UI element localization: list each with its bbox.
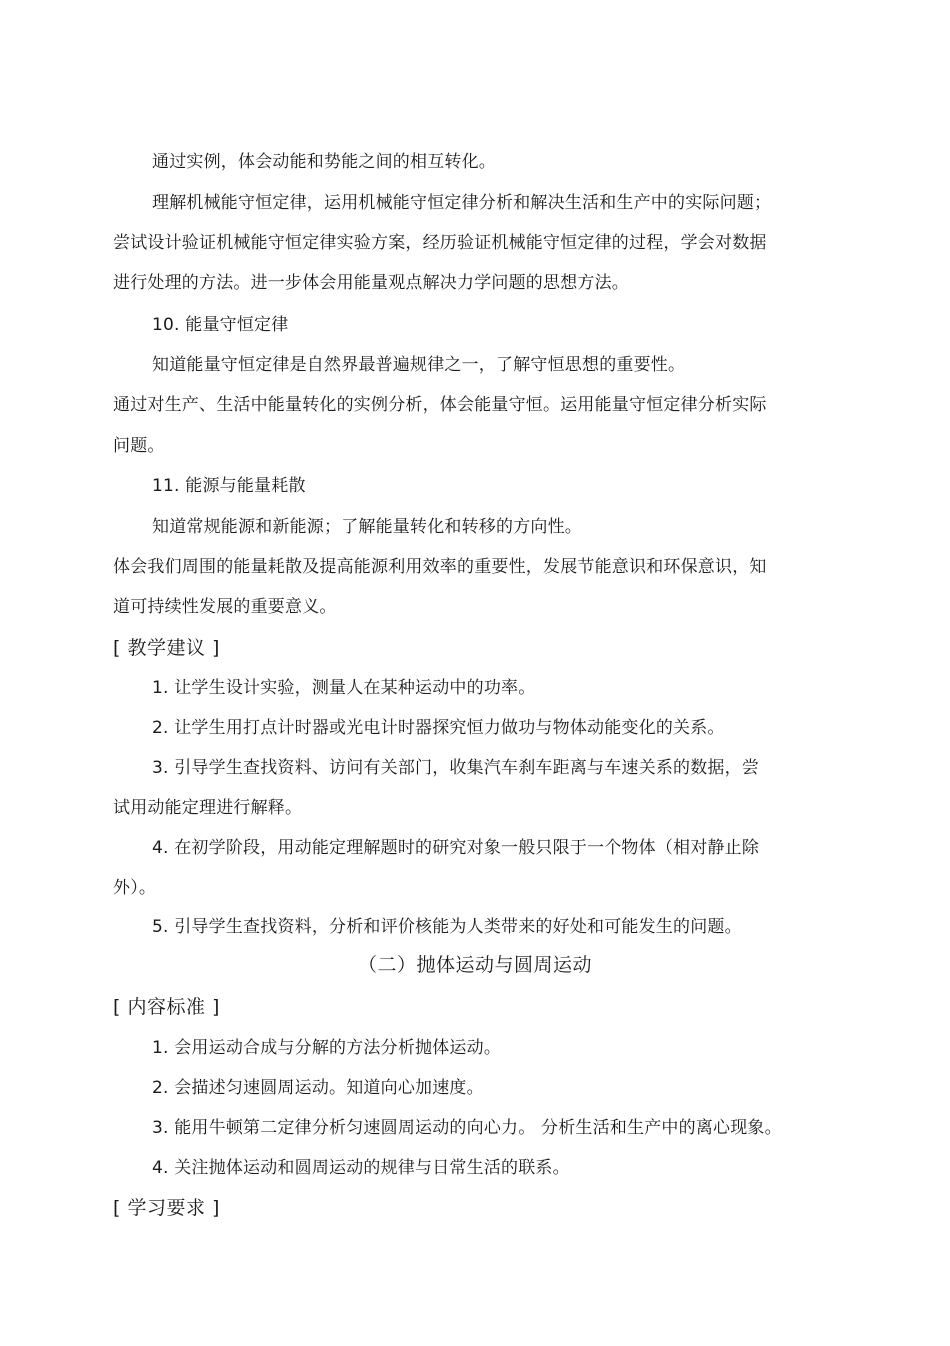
section-heading: [ 内容标准 ] (113, 996, 220, 1018)
paragraph-line: 理解机械能守恒定律，运用机械能守恒定律分析和解决生活和生产中的实际问题； (152, 193, 772, 213)
paragraph-line: 问题。 (113, 436, 165, 456)
list-item: 2. 让学生用打点计时器或光电计时器探究恒力做功与物体动能变化的关系。 (152, 718, 725, 738)
list-item: 1. 会用运动合成与分解的方法分析抛体运动。 (152, 1038, 502, 1058)
paragraph-line: 外）。 (113, 878, 157, 898)
list-item: 4. 在初学阶段，用动能定理解题时的研究对象一般只限于一个物体（相对静止除 (152, 838, 760, 858)
list-item: 2. 会描述匀速圆周运动。知道向心加速度。 (152, 1078, 484, 1098)
paragraph-line: 通过对生产、生活中能量转化的实例分析，体会能量守恒。运用能量守恒定律分析实际 (113, 395, 767, 415)
paragraph-line: 尝试设计验证机械能守恒定律实验方案，经历验证机械能守恒定律的过程，学会对数据 (113, 233, 767, 253)
list-item: 3. 能用牛顿第二定律分析匀速圆周运动的向心力。 分析生活和生产中的离心现象。 (152, 1118, 782, 1138)
paragraph-line: 道可持续性发展的重要意义。 (113, 597, 337, 617)
paragraph-line: 体会我们周围的能量耗散及提高能源利用效率的重要性，发展节能意识和环保意识，知 (113, 557, 767, 577)
section-heading: [ 学习要求 ] (113, 1197, 220, 1219)
section-item-heading: 11. 能源与能量耗散 (152, 476, 306, 496)
paragraph-line: 知道常规能源和新能源；了解能量转化和转移的方向性。 (152, 517, 582, 537)
paragraph-line: 通过实例，体会动能和势能之间的相互转化。 (152, 152, 496, 172)
paragraph-line: 进行处理的方法。进一步体会用能量观点解决力学问题的思想方法。 (113, 273, 629, 293)
list-item: 1. 让学生设计实验，测量人在某种运动中的功率。 (152, 678, 536, 698)
paragraph-line: 知道能量守恒定律是自然界最普遍规律之一，了解守恒思想的重要性。 (152, 355, 686, 375)
list-item: 3. 引导学生查找资料、访问有关部门，收集汽车刹车距离与车速关系的数据，尝 (152, 758, 760, 778)
section-heading: [ 教学建议 ] (113, 637, 220, 659)
paragraph-line: 试用动能定理进行解释。 (113, 798, 303, 818)
section-item-heading: 10. 能量守恒定律 (152, 315, 289, 335)
list-item: 5. 引导学生查找资料，分析和评价核能为人类带来的好处和可能发生的问题。 (152, 917, 742, 937)
chapter-title: （二）抛体运动与圆周运动 (357, 954, 592, 976)
list-item: 4. 关注抛体运动和圆周运动的规律与日常生活的联系。 (152, 1158, 570, 1178)
